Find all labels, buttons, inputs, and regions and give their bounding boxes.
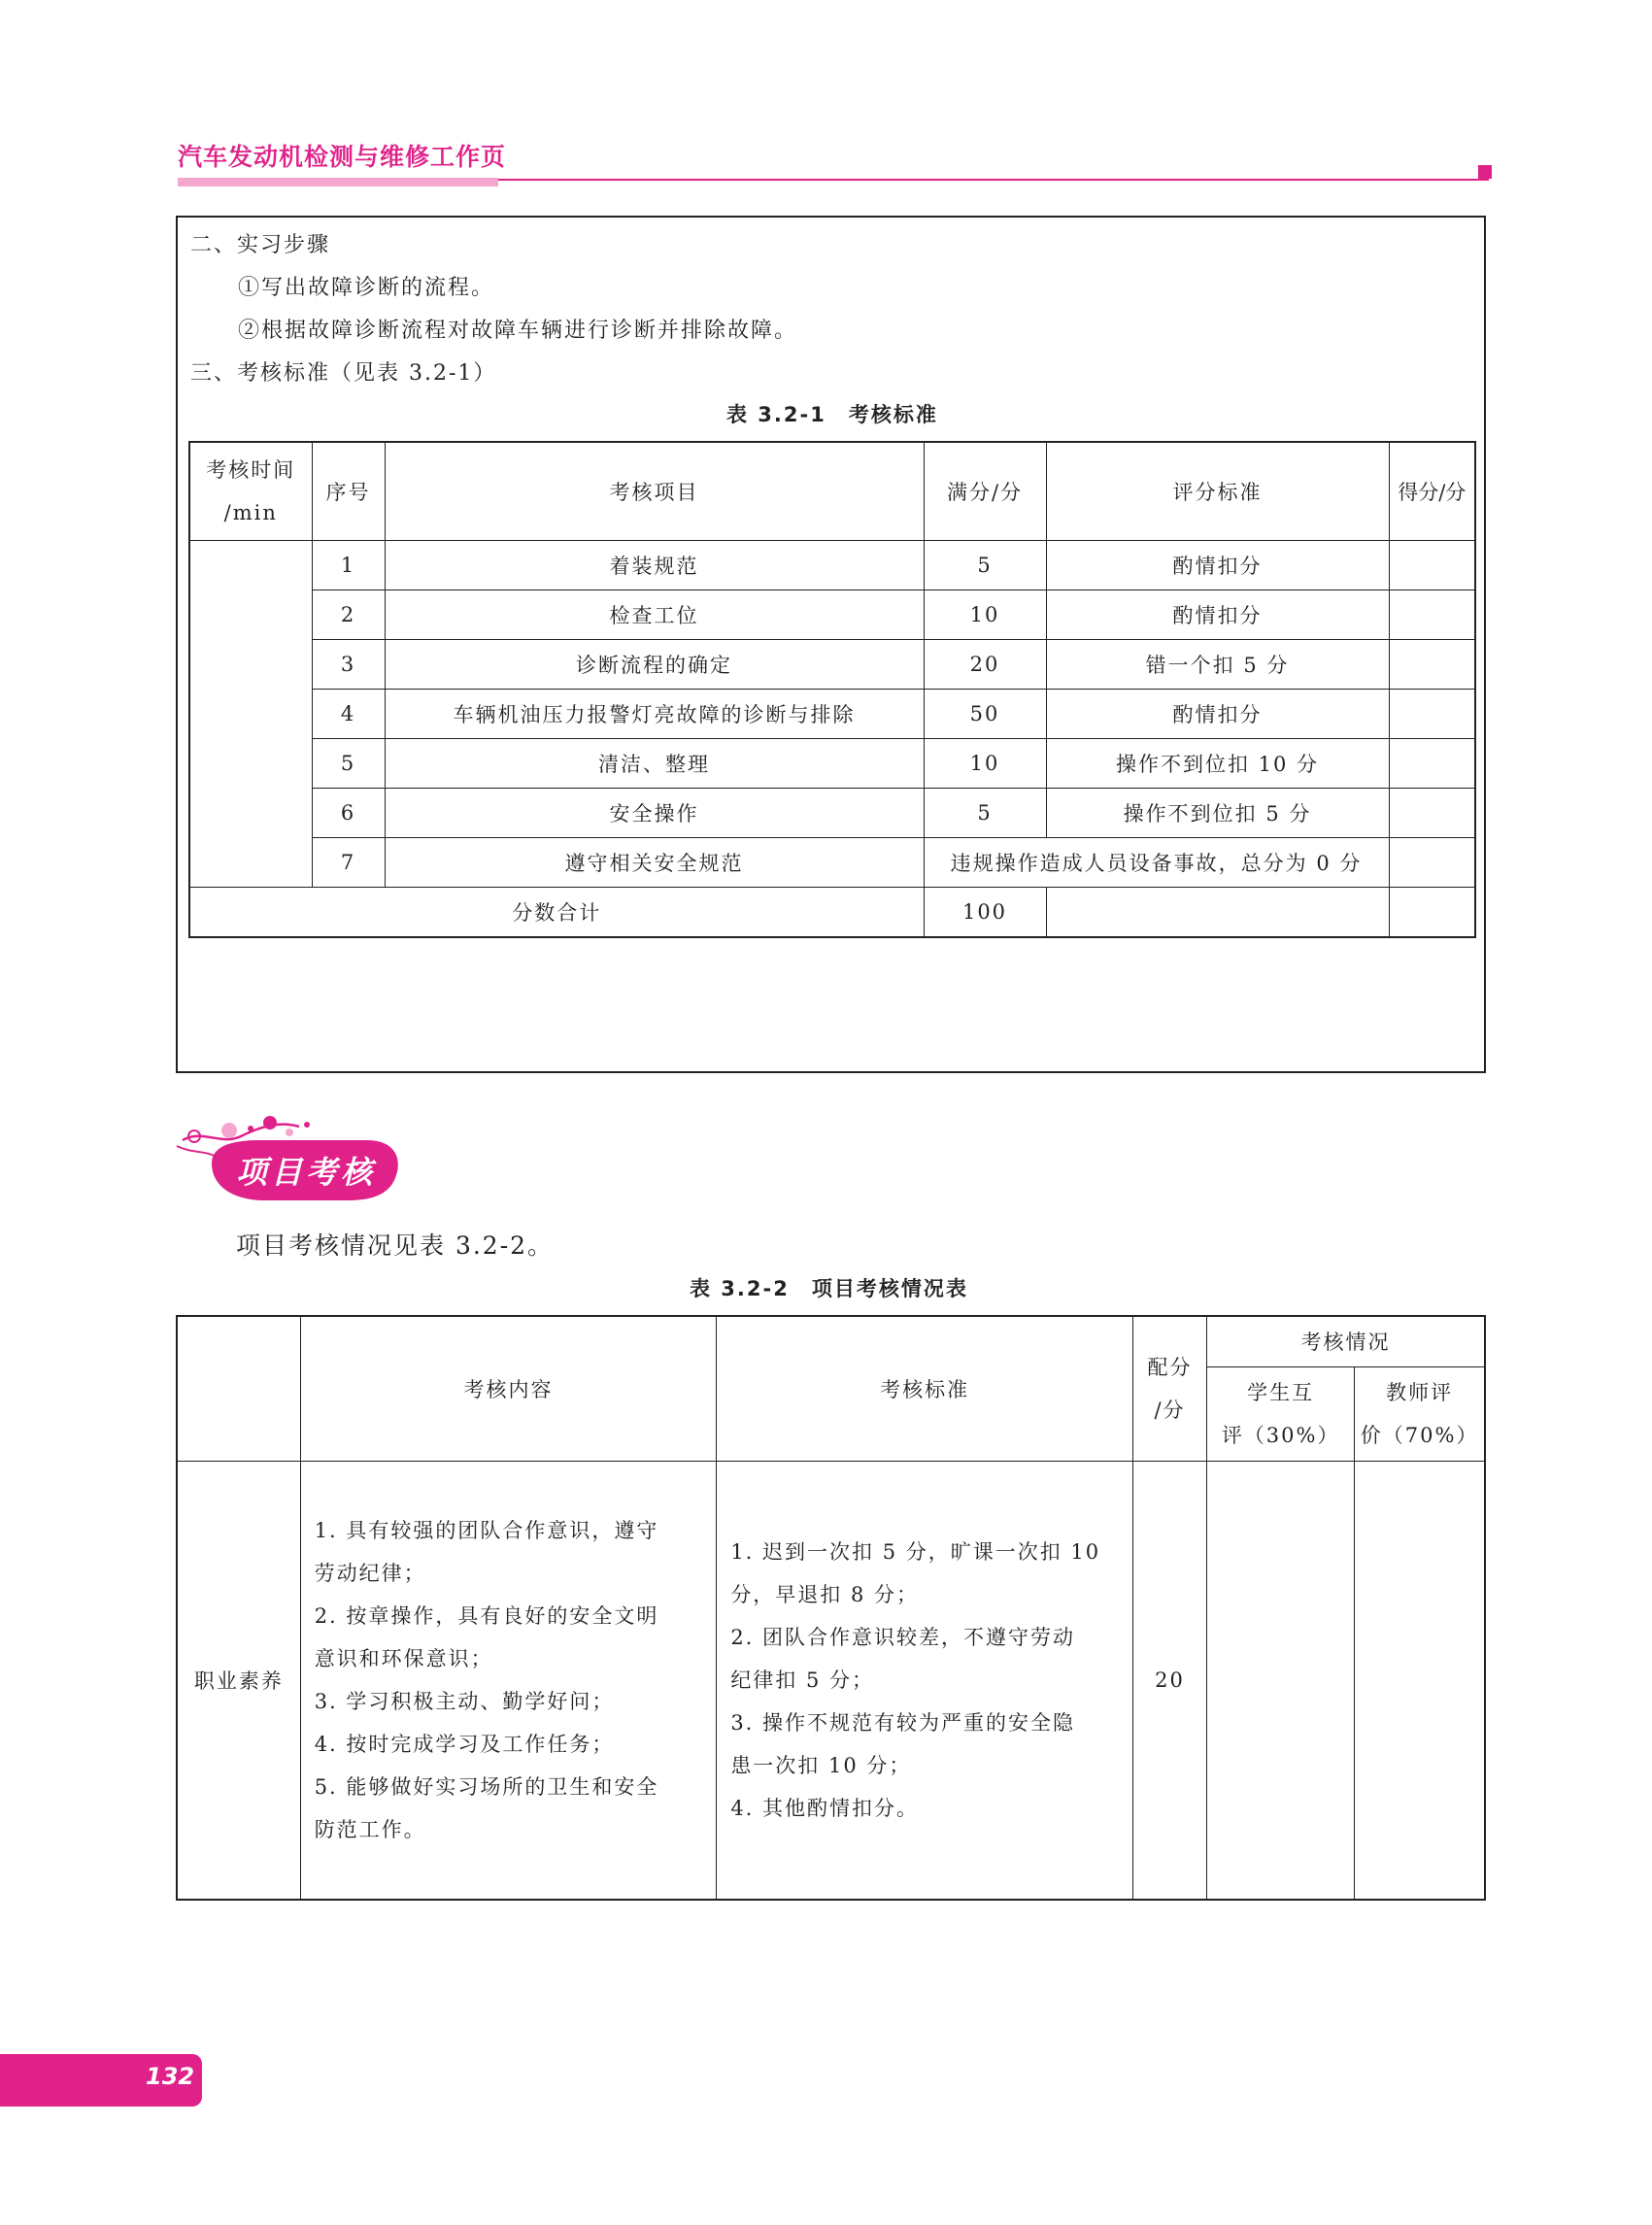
header-points: 配分 /分	[1132, 1316, 1206, 1461]
header-accent-bar	[178, 178, 498, 186]
table-row: 6 安全操作 5 操作不到位扣 5 分	[189, 789, 1475, 838]
header-index: 序号	[312, 442, 385, 541]
header-score: 得分/分	[1389, 442, 1475, 541]
header-standard: 评分标准	[1046, 442, 1389, 541]
total-label: 分数合计	[189, 888, 924, 938]
score-cell	[1389, 590, 1475, 640]
page-number: 132	[146, 2063, 195, 2090]
running-header-title: 汽车发动机检测与维修工作页	[178, 143, 507, 171]
table-header-row	[189, 442, 1475, 541]
header-content: 考核内容	[300, 1316, 717, 1461]
header-teacher: 教师评 价（70%）	[1355, 1366, 1485, 1461]
table-row: 7 遵守相关安全规范 违规操作造成人员设备事故，总分为 0 分	[189, 838, 1475, 888]
standard-cell: 1. 迟到一次扣 5 分，旷课一次扣 10 分，早退扣 8 分； 2. 团队合作意识较差，不遵守劳动 纪律扣 5 分； 3. 操作不规范有较为严重的安全隐 患一次扣 10 分； 4. 其他酌情扣分。	[717, 1461, 1133, 1900]
table1-caption: 表 3.2-1 考核标准	[726, 403, 938, 426]
section-badge-title: 项目考核	[236, 1154, 377, 1191]
header-standard: 考核标准	[717, 1316, 1133, 1461]
step-item-2: ②根据故障诊断流程对故障车辆进行诊断并排除故障。	[238, 319, 798, 343]
teacher-score-cell	[1355, 1461, 1485, 1900]
table-row: 4 车辆机油压力报警灯亮故障的诊断与排除 50 酌情扣分	[189, 690, 1475, 739]
header-time: 考核时间 /min	[189, 442, 312, 541]
score-cell	[1389, 640, 1475, 690]
score-cell	[1389, 739, 1475, 789]
criteria-heading: 三、考核标准（见表 3.2-1）	[190, 361, 497, 386]
table-row: 2 检查工位 10 酌情扣分	[189, 590, 1475, 640]
header-peer: 学生互 评（30%）	[1207, 1366, 1355, 1461]
score-cell	[1389, 789, 1475, 838]
score-cell	[1389, 838, 1475, 888]
header-category	[177, 1316, 300, 1461]
table-header-row	[177, 1316, 1485, 1366]
step-item-1: ①写出故障诊断的流程。	[238, 276, 495, 300]
table-row: 5 清洁、整理 10 操作不到位扣 10 分	[189, 739, 1475, 789]
peer-score-cell	[1207, 1461, 1355, 1900]
header-full-score: 满分/分	[924, 442, 1046, 541]
header-square-mark	[1478, 165, 1492, 179]
time-cell	[189, 541, 312, 888]
content-cell: 1. 具有较强的团队合作意识，遵守 劳动纪律； 2. 按章操作，具有良好的安全文明 意识和环保意识； 3. 学习积极主动、勤学好问； 4. 按时完成学习及工作任务； 5. 能够做好实习场所的卫生和安全 防范工作。	[300, 1461, 717, 1900]
table-row	[177, 1461, 1485, 1900]
points-cell: 20	[1132, 1461, 1206, 1900]
table-row: 3 诊断流程的确定 20 错一个扣 5 分	[189, 640, 1475, 690]
table-row: 1 着装规范 5 酌情扣分	[189, 541, 1475, 590]
score-cell	[1389, 690, 1475, 739]
header-item: 考核项目	[385, 442, 924, 541]
table2-caption: 表 3.2-2 项目考核情况表	[690, 1277, 968, 1300]
header-assessment: 考核情况	[1207, 1316, 1485, 1366]
total-row	[189, 888, 1475, 938]
steps-heading: 二、实习步骤	[190, 233, 331, 257]
total-value: 100	[924, 888, 1046, 938]
merged-standard-cell: 违规操作造成人员设备事故，总分为 0 分	[924, 838, 1389, 888]
assessment-criteria-table	[188, 441, 1476, 938]
project-assessment-table	[176, 1315, 1486, 1901]
category-cell: 职业素养	[177, 1461, 300, 1900]
section-intro: 项目考核情况见表 3.2-2。	[236, 1231, 555, 1260]
score-cell	[1389, 541, 1475, 590]
